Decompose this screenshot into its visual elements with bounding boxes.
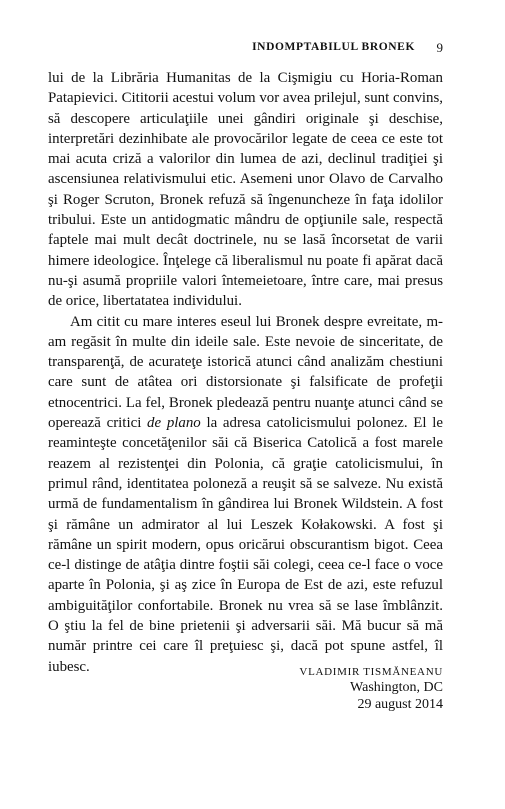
body-text [48, 68, 443, 677]
signature-date: 29 august 2014 [357, 696, 443, 712]
page-number: 9 [436, 40, 443, 55]
running-header [48, 41, 443, 57]
paragraph-2-part-2: la adresa catolicismului polonez. El le reaminteşte concetăţenilor săi că Biserica Catolică a fost marele reazem al rezistenţei din Polonia, că graţie catolicismului, în primul rând, identitatea poloneză a reuşit să se salveze. Nu există urmă de fundamentalism în gândirea lui Bronek Wildstein. A fost şi rămâne un admirator al lui Leszek Kołakowski. A fost şi rămâne un spirit modern, opus oricărui obscurantism bigot. Ceea ce-l distinge de atâţia dintre foştii săi colegi, ceea ce-l face o voce aparte în Polonia, şi aş zice în Europa de Est de azi, este refuzul ambiguităţilor confortabile. Bronek nu vrea să se lase îmblânzit. O ştiu la fel de bine prietenii şi adversarii săi. Mă bucur să mă număr printre cei care îl preţuiesc şi, dacă pot spune astfel, îl iubesc. [48, 415, 443, 675]
signature-place: Washington, DC [350, 680, 443, 695]
signature-block [299, 664, 443, 713]
paragraph-2 [48, 312, 443, 677]
paragraph-1: lui de la Librăria Humanitas de la Cişmigiu cu Horia-Roman Patapievici. Cititorii acestui volum vor avea prilejul, sunt convins, să descopere articulaţiile unei gândiri originale şi deschise, interpretări dezinhibate ale provocărilor legate de ceea ce este tot mai acuta criză a valorilor din lumea de azi, declinul tradiţiei şi ascensiunea relativismului etic. Asemeni unor Olavo de Carvalho şi Roger Scruton, Bronek refuză să îngenuncheze în faţa idolilor tribului. Este un antidogmatic mândru de opţiunile sale, respectă faptele mai mult decât doctrinele, nu se lasă încorsetat de varii himere ideologice. Înţelege că liberalismul nu poate fi apărat dacă nu-şi asumă propriile valori întemeietoare, între care, mai presus de orice, libertatatea individului. [48, 70, 443, 310]
author-name: VLADIMIR TISMĂNEANU [299, 666, 443, 678]
running-title: INDOMPTABILUL BRONEK [252, 41, 415, 53]
italic-phrase: de plano [147, 415, 201, 432]
paragraph-2-part-1: Am citit cu mare interes eseul lui Bronek despre evreitate, m-am regăsit în multe din ideile sale. Este nevoie de sinceritate, de transparenţă, de acurateţe istorică atunci când analizăm chestiuni care sunt de atâtea ori distorsionate şi falsificate de profeţii etnocentrici. La fel, Bronek pledează pentru nuanţe atunci când se operează critici [48, 313, 443, 432]
